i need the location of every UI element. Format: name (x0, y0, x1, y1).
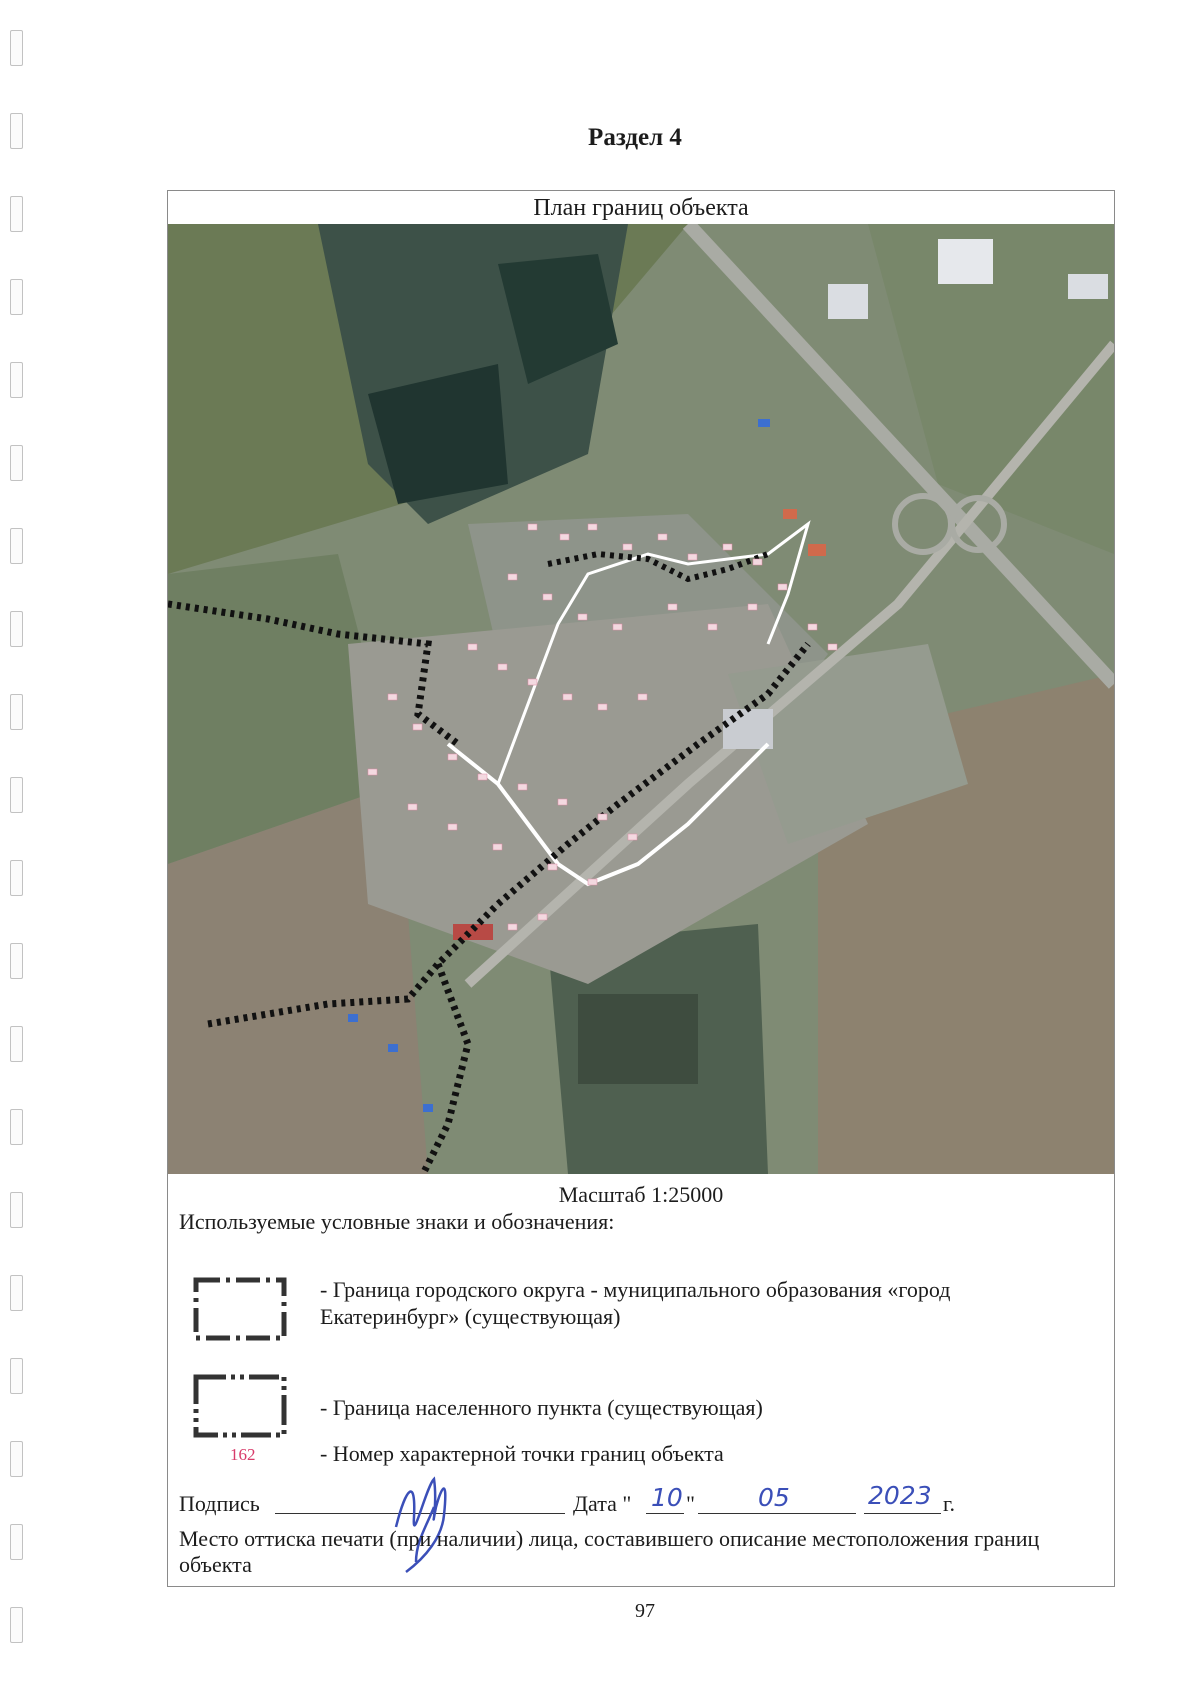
legend-heading: Используемые условные знаки и обозначения: (179, 1209, 615, 1234)
binding-hole (10, 777, 23, 813)
year-line (864, 1513, 941, 1514)
binding-hole (10, 860, 23, 896)
date-label: Дата (573, 1491, 617, 1516)
legend-city-boundary-line1: - Граница городского округа - муниципального образования «город (320, 1277, 951, 1302)
date-open-quote: " (622, 1491, 632, 1516)
date-close-quote: " (686, 1491, 695, 1516)
binding-hole (10, 362, 23, 398)
satellite-map (168, 224, 1114, 1174)
section-title: Раздел 4 (588, 124, 682, 151)
signature-row (179, 1491, 260, 1517)
stamp-note: Место оттиска печати (при наличии) лица, составившего описание местоположения границ объекта (179, 1526, 1040, 1577)
page-number: 97 (635, 1600, 655, 1622)
binding-hole (10, 30, 23, 66)
date-month: 05 (758, 1483, 790, 1512)
point-number-sample: 162 (230, 1445, 256, 1464)
month-line (698, 1513, 856, 1514)
binding-hole (10, 445, 23, 481)
binding-hole (10, 196, 23, 232)
binding-hole (10, 1441, 23, 1477)
binding-hole (10, 611, 23, 647)
binding-holes (10, 30, 24, 1680)
plan-title: План границ объекта (533, 195, 749, 221)
year-suffix: г. (943, 1491, 956, 1516)
binding-hole (10, 943, 23, 979)
map-scale: Масштаб 1:25000 (558, 1182, 724, 1207)
plan-frame (167, 190, 1115, 1587)
date-label-wrap (573, 1491, 631, 1517)
binding-hole (10, 279, 23, 315)
date-day: 10 (651, 1483, 683, 1512)
date-year: 2023 (868, 1481, 932, 1510)
binding-hole (10, 1109, 23, 1145)
binding-hole (10, 1358, 23, 1394)
legend-point-number-text: - Номер характерной точки границ объекта (320, 1441, 724, 1466)
legend-city-boundary-line2: Екатеринбург» (существующая) (320, 1304, 621, 1329)
signature-label: Подпись (179, 1491, 260, 1516)
city-district-boundary-icon (192, 1276, 288, 1342)
binding-hole (10, 1026, 23, 1062)
binding-hole (10, 694, 23, 730)
settlement-boundary-icon (192, 1373, 288, 1439)
binding-hole (10, 1275, 23, 1311)
binding-hole (10, 528, 23, 564)
day-line (646, 1513, 684, 1514)
binding-hole (10, 1192, 23, 1228)
legend-city-boundary-text (320, 1276, 950, 1330)
binding-hole (10, 1524, 23, 1560)
legend-settlement-boundary-text: - Граница населенного пункта (существующая) (320, 1395, 763, 1420)
